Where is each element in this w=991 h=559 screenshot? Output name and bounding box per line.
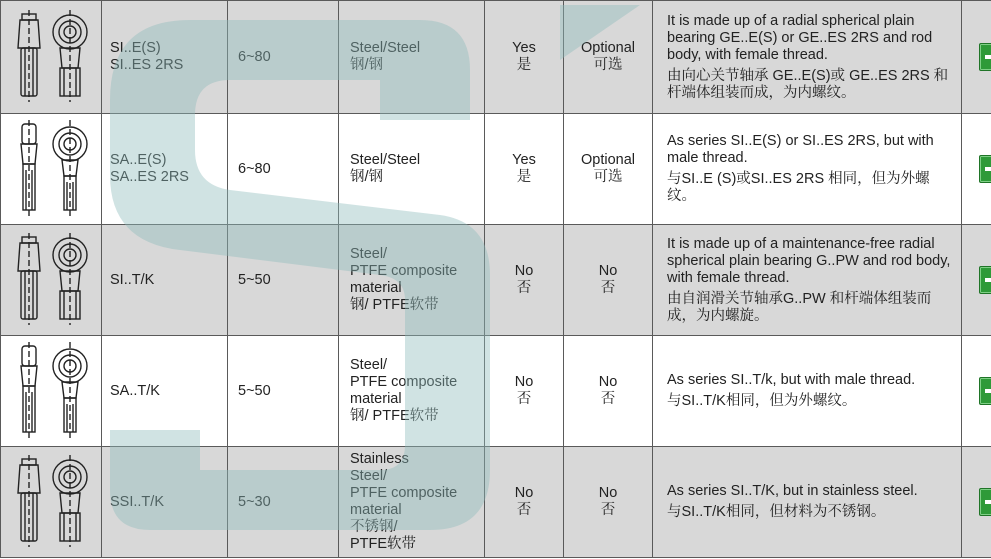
material-text: 不锈钢/ (350, 519, 398, 535)
material-text: Steel/ (350, 357, 388, 373)
material-text: Stainless (350, 451, 409, 467)
description-chinese: 由自润滑关节轴承G..PW 和杆端体组装而成，为内螺旋。 (667, 290, 932, 324)
model-cell (102, 114, 228, 225)
lubrication-value: 是 (516, 57, 532, 73)
material-text: Steel/ (350, 468, 388, 484)
material-cell (339, 1, 485, 114)
material-text: 钢/钢 (350, 57, 384, 73)
seal-value: 否 (600, 280, 616, 296)
description-cell (653, 225, 962, 336)
description-cell (653, 1, 962, 114)
lubrication-value: No (514, 263, 534, 279)
description-chinese: 由向心关节轴承 GE..E(S)或 GE..ES 2RS 和杆端体组装而成，为内螺纹。 (667, 67, 949, 101)
description-chinese: 与SI..T/K相同，但为外螺纹。 (667, 393, 857, 409)
material-text: material (350, 391, 402, 407)
detail-arrow-button[interactable] (979, 488, 991, 516)
material-cell (339, 447, 485, 558)
arrow-right-icon (983, 159, 991, 179)
model-code: SA..ES 2RS (110, 169, 189, 185)
model-code: SA..E(S) (110, 152, 167, 168)
lubrication-cell (485, 336, 564, 447)
lubrication-value: Yes (512, 152, 536, 168)
material-text: 钢/钢 (350, 169, 384, 185)
range-cell (228, 336, 339, 447)
table-row (1, 336, 991, 447)
material-text: material (350, 502, 402, 518)
lubrication-value: No (514, 485, 534, 501)
description-cell (653, 336, 962, 447)
material-text: PTFE软带 (350, 536, 417, 552)
rod-end-female-thread-icon (8, 231, 94, 329)
description-cell (653, 447, 962, 558)
range-cell (228, 225, 339, 336)
table-row (1, 114, 991, 225)
lubrication-value: 否 (516, 280, 532, 296)
model-code: SI..T/K (110, 271, 155, 288)
arrow-right-icon (983, 270, 991, 290)
description-english: It is made up of a radial spherical plain bearing GE..E(S) or GE..ES 2RS and rod body, with female thread. (667, 12, 933, 63)
description-english: It is made up of a maintenance-free radial spherical plain bearing G..PW and rod body, with female thread. (667, 235, 951, 286)
range-cell (228, 447, 339, 558)
lubrication-value: 是 (516, 169, 532, 185)
lubrication-value: 否 (516, 502, 532, 518)
model-code: SI..E(S) (110, 40, 161, 56)
model-code: SI..ES 2RS (110, 57, 184, 73)
seal-value: No (598, 374, 618, 390)
description-chinese: 与SI..E (S)或SI..ES 2RS 相同，但为外螺纹。 (667, 171, 930, 204)
description-cell (653, 114, 962, 225)
bore-range: 6~80 (238, 160, 271, 177)
detail-arrow-button[interactable] (979, 377, 991, 405)
seal-cell (564, 114, 653, 225)
action-cell (962, 114, 991, 225)
range-cell (228, 1, 339, 114)
seal-cell (564, 225, 653, 336)
description-english: As series SI..T/K, but in stainless steel. (667, 483, 918, 499)
rod-end-female-thread-icon (8, 8, 94, 106)
lubrication-value: No (514, 374, 534, 390)
lubrication-cell (485, 225, 564, 336)
rod-end-male-thread-icon (8, 120, 94, 218)
drawing-cell (1, 225, 102, 336)
material-text: Steel/Steel (350, 40, 421, 56)
description-english: As series SI..T/k, but with male thread. (667, 372, 916, 388)
arrow-right-icon (983, 47, 991, 67)
drawing-cell (1, 336, 102, 447)
seal-cell (564, 1, 653, 114)
action-cell (962, 1, 991, 114)
description-english: As series SI..E(S) or SI..ES 2RS, but with male thread. (667, 133, 934, 166)
arrow-right-icon (983, 492, 991, 512)
table-row (1, 225, 991, 336)
bore-range: 5~30 (238, 493, 271, 510)
material-text: PTFE composite (350, 263, 458, 279)
material-text: 钢/ PTFE软带 (350, 297, 439, 313)
seal-value: No (598, 263, 618, 279)
seal-cell (564, 447, 653, 558)
spec-table-body (1, 1, 991, 558)
lubrication-value: 否 (516, 391, 532, 407)
model-code: SSI..T/K (110, 493, 164, 510)
lubrication-cell (485, 114, 564, 225)
action-cell (962, 225, 991, 336)
bore-range: 6~80 (238, 48, 271, 65)
seal-value: 否 (600, 502, 616, 518)
drawing-cell (1, 114, 102, 225)
rod-end-male-thread-icon (8, 342, 94, 440)
model-cell (102, 447, 228, 558)
arrow-right-icon (983, 381, 991, 401)
material-text: PTFE composite (350, 485, 458, 501)
material-text: 钢/ PTFE软带 (350, 408, 439, 424)
seal-value: 可选 (593, 169, 623, 185)
detail-arrow-button[interactable] (979, 43, 991, 71)
material-text: PTFE composite (350, 374, 458, 390)
seal-cell (564, 336, 653, 447)
model-cell (102, 225, 228, 336)
seal-value: No (598, 485, 618, 501)
bore-range: 5~50 (238, 271, 271, 288)
material-text: Steel/Steel (350, 152, 421, 168)
material-cell (339, 336, 485, 447)
model-cell (102, 336, 228, 447)
action-cell (962, 447, 991, 558)
material-cell (339, 225, 485, 336)
detail-arrow-button[interactable] (979, 266, 991, 294)
seal-value: Optional (580, 152, 635, 168)
range-cell (228, 114, 339, 225)
lubrication-cell (485, 447, 564, 558)
material-text: material (350, 280, 402, 296)
seal-value: 可选 (593, 57, 623, 73)
material-cell (339, 114, 485, 225)
description-chinese: 与SI..T/K相同，但材料为不锈钢。 (667, 504, 886, 520)
model-cell (102, 1, 228, 114)
material-text: Steel/ (350, 246, 388, 262)
model-code: SA..T/K (110, 382, 160, 399)
seal-value: 否 (600, 391, 616, 407)
drawing-cell (1, 1, 102, 114)
bore-range: 5~50 (238, 382, 271, 399)
action-cell (962, 336, 991, 447)
table-row (1, 447, 991, 558)
table-row (1, 1, 991, 114)
rod-end-female-thread-icon (8, 453, 94, 551)
lubrication-value: Yes (512, 40, 536, 56)
drawing-cell (1, 447, 102, 558)
detail-arrow-button[interactable] (979, 155, 991, 183)
seal-value: Optional (580, 40, 635, 56)
lubrication-cell (485, 1, 564, 114)
